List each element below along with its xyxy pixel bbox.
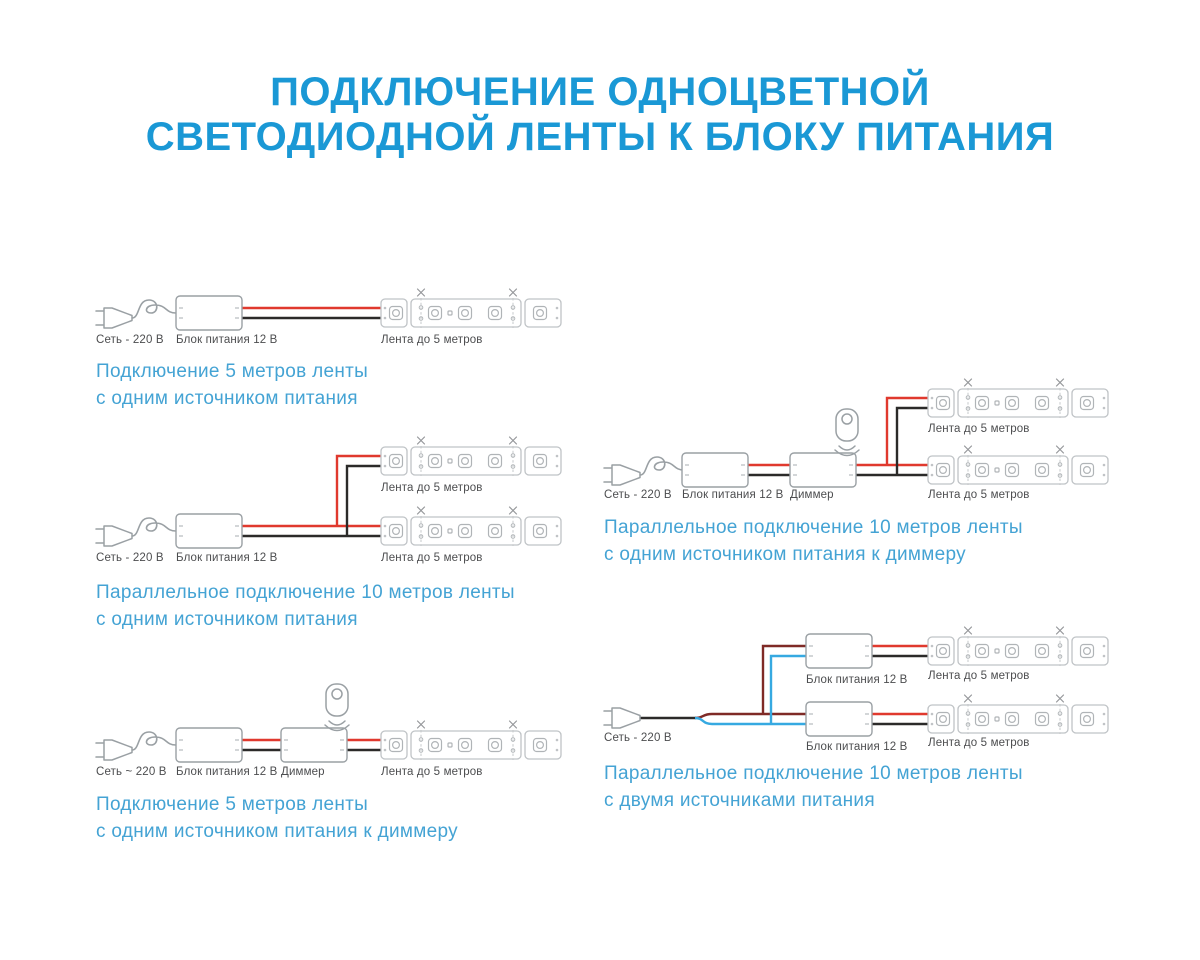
d1-strip-label: Лента до 5 метров (381, 334, 483, 346)
d1-mains-label: Сеть - 220 В (96, 334, 164, 346)
d3-caption (96, 791, 458, 845)
d3-strip-label: Лента до 5 метров (381, 766, 483, 778)
dimmer-box (281, 728, 347, 762)
remote-icon (835, 409, 859, 456)
d1-caption-line1: Подключение 5 метров ленты (96, 361, 369, 382)
plug-icon (96, 300, 176, 328)
led-strip (381, 289, 561, 328)
page-title-line2: СВЕТОДИОДНОЙ ЛЕНТЫ К БЛОКУ ПИТАНИЯ (145, 115, 1055, 159)
d1-caption-line2: с одним источником питания (96, 388, 358, 409)
d4-dimmer-label: Диммер (790, 489, 834, 501)
d2-psu-label: Блок питания 12 В (176, 552, 278, 564)
d1-wires (240, 308, 381, 318)
diagram-1-art (96, 289, 561, 330)
d5-psu1-label: Блок питания 12 В (806, 674, 908, 686)
diagram-3-art (96, 684, 561, 762)
plug-icon (604, 457, 684, 485)
plug-icon (96, 518, 176, 546)
psu-box (176, 514, 242, 548)
d4-caption-line1: Параллельное подключение 10 метров ленты (604, 517, 1023, 538)
d3-dimmer-label: Диммер (281, 766, 325, 778)
led-strip (928, 379, 1108, 418)
led-strip (381, 721, 561, 760)
plug-icon (604, 708, 640, 728)
d2-wires (240, 456, 381, 536)
d5-caption (604, 760, 1023, 814)
psu-box (806, 702, 872, 736)
d4-mains-label: Сеть - 220 В (604, 489, 672, 501)
d1-psu-label: Блок питания 12 В (176, 334, 278, 346)
d2-caption-line1: Параллельное подключение 10 метров ленты (96, 582, 515, 603)
d2-mains-label: Сеть - 220 В (96, 552, 164, 564)
d5-caption-line2: с двумя источниками питания (604, 790, 875, 811)
led-strip (928, 627, 1108, 666)
page-title-line1: ПОДКЛЮЧЕНИЕ ОДНОЦВЕТНОЙ (270, 70, 930, 114)
led-strip (928, 695, 1108, 734)
psu-box (176, 296, 242, 330)
diagram-2-art (96, 437, 561, 548)
d2-caption (96, 579, 515, 633)
d4-caption-line2: с одним источником питания к диммеру (604, 544, 966, 565)
d3-caption-line2: с одним источником питания к диммеру (96, 821, 458, 842)
d2-caption-line2: с одним источником питания (96, 609, 358, 630)
d2-strip1-label: Лента до 5 метров (381, 482, 483, 494)
d5-caption-line1: Параллельное подключение 10 метров ленты (604, 763, 1023, 784)
diagram-4-art (604, 379, 1108, 487)
d3-mains-label: Сеть ~ 220 В (96, 766, 167, 778)
d5-mains-label: Сеть - 220 В (604, 732, 672, 744)
d5-strip1-label: Лента до 5 метров (928, 670, 1030, 682)
d3-caption-line1: Подключение 5 метров ленты (96, 794, 369, 815)
d5-strip2-label: Лента до 5 метров (928, 737, 1030, 749)
d4-caption (604, 514, 1023, 568)
psu-box (176, 728, 242, 762)
led-strip (928, 446, 1108, 485)
psu-box (682, 453, 748, 487)
plug-icon (96, 732, 176, 760)
led-strip (381, 507, 561, 546)
dimmer-box (790, 453, 856, 487)
led-strip (381, 437, 561, 476)
d1-caption (96, 358, 368, 412)
psu-box (806, 634, 872, 668)
d4-strip2-label: Лента до 5 метров (928, 489, 1030, 501)
d2-strip2-label: Лента до 5 метров (381, 552, 483, 564)
d4-psu-label: Блок питания 12 В (682, 489, 784, 501)
d5-psu2-label: Блок питания 12 В (806, 741, 908, 753)
d4-strip1-label: Лента до 5 метров (928, 423, 1030, 435)
remote-icon (325, 684, 349, 731)
d3-psu-label: Блок питания 12 В (176, 766, 278, 778)
